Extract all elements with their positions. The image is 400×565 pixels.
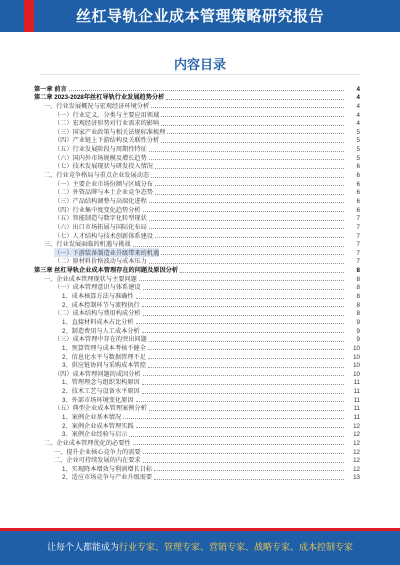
toc-dot-leader: [161, 124, 344, 126]
toc-entry-title: 2、适应市场竞争与产业升级需要: [62, 474, 153, 482]
toc-entry-page: 8: [356, 310, 360, 318]
toc-entry-page: 5: [356, 137, 360, 145]
toc-entry-page: 8: [356, 301, 360, 309]
toc-entry[interactable]: [34, 386, 360, 395]
toc-entry-title: 3、外部市场环境变化原因: [62, 396, 134, 404]
toc-entry[interactable]: [34, 101, 360, 110]
toc-entry[interactable]: [34, 127, 360, 136]
toc-entry-title: （七）技术发展现状与研发投入情况: [54, 163, 153, 171]
toc-dot-leader: [148, 348, 344, 350]
toc-entry-title: 三、行业发展面临的机遇与挑战: [44, 241, 131, 249]
toc-entry[interactable]: [34, 326, 360, 335]
toc-dot-leader: [151, 176, 344, 178]
toc-entry[interactable]: [34, 352, 360, 361]
toc-entry-title: （五）典型企业成本管理案例分析: [54, 405, 147, 413]
toc-entry[interactable]: [34, 430, 360, 439]
toc-dot-leader: [155, 184, 344, 186]
toc-dot-leader: [142, 383, 344, 385]
toc-entry-page: 11: [353, 379, 360, 387]
toc-entry-title: 第二章 2023-2028年丝杠导轨行业发展趋势分析: [34, 94, 165, 102]
toc-entry-title: （二）成本结构与费用构成分析: [54, 310, 141, 318]
toc-entry-title: （一）成本管理意识与体系建设: [54, 284, 141, 292]
toc-dot-leader: [142, 305, 344, 307]
toc-dot-leader: [143, 288, 344, 290]
toc-entry-page: 8: [356, 284, 360, 292]
toc-dot-leader: [149, 219, 344, 221]
toc-entry-title: 2、技术工艺与设备水平原因: [62, 388, 140, 396]
toc-dot-leader: [180, 271, 344, 273]
toc-entry-page: 6: [356, 206, 360, 214]
toc-entry[interactable]: [34, 361, 360, 370]
toc-entry-page: 6: [356, 172, 360, 180]
toc-entry-page: 8: [356, 267, 360, 275]
toc-entry-page: 12: [353, 439, 360, 447]
toc-entry-page: 12: [353, 465, 360, 473]
toc-dot-leader: [154, 478, 344, 480]
toc-dot-leader: [149, 340, 344, 342]
toc-entry-title: 3、案例企业经验与启示: [62, 431, 128, 439]
toc-entry[interactable]: [34, 93, 360, 102]
toc-entry[interactable]: [34, 153, 360, 162]
toc-entry-page: 6: [356, 163, 360, 171]
toc-entry[interactable]: [34, 84, 360, 93]
toc-dot-leader: [161, 115, 344, 117]
toc-entry-title: （一）行业定义、分类与主要应用领域: [54, 111, 160, 119]
toc-dot-leader: [136, 297, 344, 299]
toc-entry-title: （六）出口市场拓展与国际化布局: [54, 223, 147, 231]
toc-entry-page: 8: [356, 293, 360, 301]
toc-entry-page: 5: [356, 128, 360, 136]
toc-entry[interactable]: [34, 412, 360, 421]
toc-entry[interactable]: [34, 274, 360, 283]
toc-dot-leader: [129, 435, 344, 437]
toc-entry[interactable]: [34, 291, 360, 300]
toc-divider: [40, 74, 360, 75]
toc-entry[interactable]: [34, 188, 360, 197]
toc-entry-title: （四）成本管理问题的成因分析: [54, 370, 141, 378]
toc-dot-leader: [148, 357, 344, 359]
toc-entry[interactable]: [34, 231, 360, 240]
toc-dot-leader: [143, 210, 344, 212]
toc-dot-leader: [143, 452, 344, 454]
toc-entry-page: 11: [353, 413, 360, 421]
toc-dot-leader: [143, 314, 344, 316]
toc-entry-page: 8: [356, 275, 360, 283]
toc-entry-title: （六）国内外市场规模及增长趋势: [54, 154, 147, 162]
toc-entry-page: 4: [356, 111, 360, 119]
toc-dot-leader: [155, 236, 344, 238]
toc-entry-title: （五）智能制造与数字化转型现状: [54, 215, 147, 223]
toc-entry[interactable]: [34, 343, 360, 352]
toc-entry-page: 5: [356, 146, 360, 154]
toc-entry-title: 二、行业竞争格局与重点企业发展动态: [44, 172, 150, 180]
toc-dot-leader: [149, 409, 344, 411]
toc-entry-title: 第三章 丝杠导轨企业成本管理存在的问题及原因分析: [34, 267, 179, 275]
toc-entry[interactable]: [34, 283, 360, 292]
toc-entry-page: 12: [353, 422, 360, 430]
toc-entry-title: （五）行业发展阶段与周期性特征: [54, 146, 147, 154]
toc-dot-leader: [123, 417, 344, 419]
toc-entry[interactable]: [34, 265, 360, 274]
toc-entry-title: 2、成本控制环节与流程执行: [62, 301, 140, 309]
toc-entry-page: 5: [356, 154, 360, 162]
toc-entry-page: 4: [356, 102, 360, 110]
toc-entry-title: 2、信息化水平与数据管理不足: [62, 353, 146, 361]
toc-dot-leader: [161, 141, 344, 143]
toc-entry-page: 4: [356, 120, 360, 128]
toc-dot-leader: [155, 193, 344, 195]
toc-entry-page: 12: [353, 431, 360, 439]
toc-entry-page: 7: [356, 232, 360, 240]
toc-dot-leader: [149, 227, 344, 229]
toc-entry-title: 2、案例企业成本管理实践: [62, 422, 134, 430]
toc-entry-title: 2、制造费用与人工成本分析: [62, 327, 140, 335]
toc-entry-title: 一、企业成本管理现状与主要问题: [44, 275, 137, 283]
toc-entry-title: （三）国家产业政策与相关法规标准梳理: [54, 128, 166, 136]
toc-entry-page: 6: [356, 180, 360, 188]
toc-entry[interactable]: [34, 136, 360, 145]
toc-dot-leader: [139, 279, 344, 281]
toc-entry[interactable]: [34, 205, 360, 214]
toc-entry-title: （四）产业链上下游结构及关联性分析: [54, 137, 160, 145]
footer-slogan-lead: 让每个人都能成为: [46, 543, 119, 553]
toc-entry[interactable]: [34, 317, 360, 326]
toc-entry[interactable]: [34, 456, 360, 465]
toc-entry[interactable]: [34, 248, 360, 257]
toc-entry-page: 4: [356, 85, 360, 93]
toc-entry[interactable]: [34, 369, 360, 378]
toc-entry[interactable]: [34, 438, 360, 447]
toc-entry-title: （三）产品结构调整与高端化进程: [54, 197, 147, 205]
toc-dot-leader: [148, 366, 344, 368]
footer-slogan: [0, 531, 400, 565]
toc-entry-page: 7: [356, 223, 360, 231]
toc-entry[interactable]: [34, 395, 360, 404]
toc-entry[interactable]: [34, 404, 360, 413]
toc-entry-title: 二、企业可持续发展的内在要求: [54, 457, 141, 465]
toc-dot-leader: [151, 106, 344, 108]
toc-entry[interactable]: [34, 179, 360, 188]
toc-entry-title: 一、提升企业核心竞争力的需要: [54, 448, 141, 456]
toc-dot-leader: [149, 158, 344, 160]
toc-entry-title: （一）下游装备制造业升级带来的机遇: [54, 249, 160, 257]
toc-entry[interactable]: [34, 378, 360, 387]
toc-entry[interactable]: [34, 257, 360, 266]
toc-entry-title: 1、成本核算方法与准确性: [62, 293, 134, 301]
toc-entry-title: （三）成本管理中存在的突出问题: [54, 336, 147, 344]
toc-entry[interactable]: [34, 309, 360, 318]
toc-dot-leader: [136, 322, 344, 324]
toc-dot-leader: [69, 89, 344, 91]
toc-entry[interactable]: [34, 335, 360, 344]
toc-entry-page: 9: [356, 327, 360, 335]
footer-slogan-highlight: 行业专家、管理专家、营销专家、战略专家、成本控制专家: [119, 543, 354, 553]
toc-entry-page: 6: [356, 197, 360, 205]
toc-entry-page: 9: [356, 318, 360, 326]
toc-entry[interactable]: [34, 222, 360, 231]
toc-entry[interactable]: [34, 214, 360, 223]
toc-entry[interactable]: [34, 162, 360, 171]
toc-entry[interactable]: [34, 119, 360, 128]
toc-dot-leader: [143, 374, 344, 376]
toc-entry-title: （二）宏观经济形势对行业需求的影响: [54, 120, 160, 128]
toc-dot-leader: [154, 469, 344, 471]
toc-entry[interactable]: [34, 240, 360, 249]
toc-entry[interactable]: [34, 473, 360, 482]
toc-entry-title: （二）外资品牌与本土企业竞争态势: [54, 189, 153, 197]
toc-entry-title: 二、企业成本管理优化的必要性: [44, 439, 131, 447]
toc-entry-page: 11: [353, 396, 360, 404]
toc-entry-title: 1、直接材料成本占比分析: [62, 318, 134, 326]
toc-entry[interactable]: [34, 300, 360, 309]
toc-entry[interactable]: [34, 170, 360, 179]
toc-entry[interactable]: [34, 447, 360, 456]
toc-entry-page: 9: [356, 336, 360, 344]
toc-dot-leader: [155, 167, 344, 169]
toc-entry-title: （七）人才结构与技术创新体系建设: [54, 232, 153, 240]
toc-entry-page: 11: [353, 405, 360, 413]
toc-dot-leader: [149, 262, 344, 264]
toc-heading: 内容目录: [173, 58, 226, 73]
toc-dot-leader: [167, 132, 344, 134]
toc-entry-title: 3、供应链协同与采购成本管控: [62, 362, 146, 370]
toc-dot-leader: [133, 245, 344, 247]
toc-entry-title: 1、案例企业基本情况: [62, 413, 122, 421]
toc-dot-leader: [166, 98, 344, 100]
toc-dot-leader: [149, 150, 344, 152]
toc-entry-page: 10: [353, 344, 360, 352]
toc-entry-page: 7: [356, 215, 360, 223]
toc-entry-title: （二）原材料价格波动与成本压力: [54, 258, 147, 266]
toc-entry-title: 1、实现降本增效与利润增长目标: [62, 465, 153, 473]
toc-entry[interactable]: [34, 421, 360, 430]
toc-entry-title: 1、预算管理与成本考核不健全: [62, 344, 146, 352]
toc-entry-title: （一）主要企业市场份额与区域分布: [54, 180, 153, 188]
toc-entry[interactable]: [34, 464, 360, 473]
report-title: 丝杠导轨企业成本管理策略研究报告: [75, 7, 324, 25]
toc-entry-title: 第一章 前言: [34, 85, 67, 93]
toc-entry-page: 10: [353, 370, 360, 378]
toc-entry-page: 11: [353, 388, 360, 396]
toc-entry-title: （四）行业集中度变化趋势分析: [54, 206, 141, 214]
toc-entry-page: 4: [356, 94, 360, 102]
toc-entry-page: 10: [353, 362, 360, 370]
toc-entry[interactable]: [34, 196, 360, 205]
toc-entry-page: 13: [353, 474, 360, 482]
toc-dot-leader: [142, 392, 344, 394]
toc-entry-page: 7: [356, 241, 360, 249]
toc-entry-page: 6: [356, 189, 360, 197]
toc-dot-leader: [133, 443, 344, 445]
toc-dot-leader: [142, 331, 344, 333]
toc-entry-page: 7: [356, 258, 360, 266]
toc-entry[interactable]: [34, 144, 360, 153]
toc-entry[interactable]: [34, 110, 360, 119]
toc-dot-leader: [149, 201, 344, 203]
toc-entry-title: 一、行业发展概况与宏观经济环境分析: [44, 102, 150, 110]
toc-dot-leader: [136, 400, 344, 402]
table-of-contents: [34, 84, 360, 481]
toc-entry-page: 12: [353, 457, 360, 465]
toc-dot-leader: [161, 253, 344, 255]
toc-dot-leader: [143, 461, 344, 463]
toc-entry-title: 1、管理理念与组织架构原因: [62, 379, 140, 387]
toc-entry-page: 12: [353, 448, 360, 456]
toc-entry-page: 10: [353, 353, 360, 361]
toc-entry-page: 7: [356, 249, 360, 257]
toc-dot-leader: [136, 426, 344, 428]
